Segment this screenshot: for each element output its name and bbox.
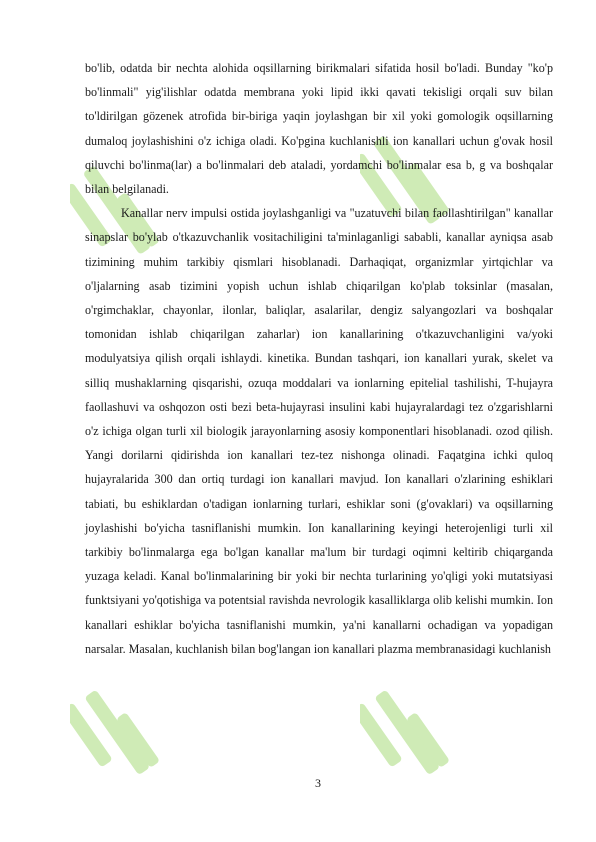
- body-text: [85, 56, 553, 661]
- watermark-logo-icon: [360, 680, 450, 790]
- paragraph: Kanallar nerv impulsi ostida joylashganligi va "uzatuvchi bilan faollashtirilgan" kanallar sinapslar bo'ylab o'tkazuvchanlik vositachiligini ta'minlaganligi sababli, kanallar ayniqsa asab tizimining muhim tarkibiy qismlari hisoblanadi. Darhaqiqat, organizmlar yirtqichlar va o'ljalarning asab tizimini yopish uchun ishlab chiqarilgan ko'plab toksinlar (masalan, o'rgimchaklar, chayonlar, ilonlar, baliqlar, asalarilar, dengiz salyangozlari va boshqalar tomonidan ishlab chiqarilgan zaharlar) ion kanallarining o'tkazuvchanligini va/yoki modulyatsiya qilish orqali ishlaydi. kinetika. Bundan tashqari, ion kanallari yurak, skelet va silliq mushaklarning qisqarishi, ozuqa moddalari va ionlarning epitelial tashilishi, T-hujayra faollashuvi va oshqozon osti bezi beta-hujayrasi insulini kabi hujayralardagi tez o'zgarishlarni o'z ichiga olgan turli xil biologik jarayonlarning asosiy komponentlari hisoblanadi. ozod qilish. Yangi dorilarni qidirishda ion kanallari tez-tez nishonga olinadi. Faqatgina ichki quloq hujayralarida 300 dan ortiq turdagi ion kanallari mavjud. Ion kanallari o'zlarining eshiklari tabiati, bu eshiklardan o'tadigan ionlarning turlari, eshiklar soni (g'ovaklari) va oqsillarning joylashishi bo'yicha tasniflanishi mumkin. Ion kanallarining keyingi heterojenligi turli xil tarkibiy bo'linmalarga ega bo'lgan kanallar ma'lum bir turdagi oqimni keltirib chiqarganda yuzaga keladi. Kanal bo'linmalarining bir yoki bir nechta turlarining yo'qligi yoki mutatsiyasi funktsiyani yo'qotishiga va potentsial ravishda nevrologik kasalliklarga olib kelishi mumkin. Ion kanallari eshiklar bo'yicha tasniflanishi mumkin, ya'ni kanallarni ochadigan va yopadigan narsalar. Masalan, kuchlanish bilan bog'langan ion kanallari plazma membranasidagi kuchlanish: [85, 206, 553, 656]
- paragraph: bo'lib, odatda bir nechta alohida oqsillarning birikmalari sifatida hosil bo'ladi. Bunday "ko'p bo'linmali" yig'ilishlar odatda membrana yoki lipid ikki qavati tekisligi orqali suv bilan to'ldirilgan gözenek atrofida bir-biriga yaqin joylashgan bir xil yoki gomologik oqsillarning dumaloq joylashishini o'z ichiga oladi. Ko'pgina kuchlanishli ion kanallari uchun g'ovak hosil qiluvchi bo'linma(lar) a bo'linmalari deb ataladi, yordamchi bo'linmalar esa b, g va boshqalar bilan belgilanadi.: [85, 61, 553, 197]
- watermark-logo-icon: [70, 680, 160, 790]
- page-number: 3: [315, 776, 321, 790]
